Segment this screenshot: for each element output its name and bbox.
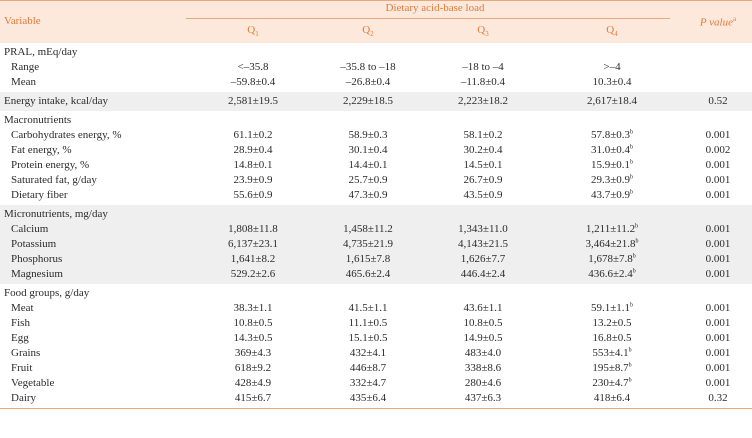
table-row [0,237,752,252]
cell-q4: 57.8±0.3$^b$ [590,129,634,141]
cell-q1: <–35.8 [237,61,269,73]
row-label: Carbohydrates energy, % [11,129,122,141]
table-row [0,222,752,237]
cell-q1: 1,641±8.2 [230,253,276,265]
table-bottom-rule [0,408,752,409]
cell-q4: 59.1±1.1$^b$ [590,302,634,314]
cell-q4: 16.8±0.5 [592,332,632,344]
row-label: Potassium [11,238,57,250]
footnote-marker: b [630,189,634,196]
cell-q4: >–4 [603,61,621,73]
cell-p-value: 0.001 [705,189,731,201]
cell-q4: 15.9±0.1$^b$ [590,159,634,171]
cell-q3: 446.4±2.4 [460,268,506,280]
footnote-marker: b [628,377,632,384]
section-pral [0,43,752,92]
cell-q4: 418±6.4 [593,392,631,404]
cell-q3: 4,143±21.5 [457,238,509,250]
cell-p-value: 0.001 [705,347,731,359]
cell-q3: 14.9±0.5 [463,332,503,344]
cell-q1: 618±9.2 [234,362,272,374]
cell-q3: –18 to –4 [462,61,504,73]
row-label: Range [11,61,40,73]
cell-p-value: 0.001 [705,174,731,186]
section-title: PRAL, mEq/day [4,46,78,58]
cell-q2: 332±4.7 [349,377,387,389]
table-row [0,376,752,391]
cell-q4: 553±4.1$^b$ [592,347,632,359]
cell-q1: 14.8±0.1 [233,159,273,171]
cell-q3: 43.6±1.1 [463,302,503,314]
row-label: Saturated fat, g/day [11,174,97,186]
table-row [0,94,752,109]
cell-q2: 432±4.1 [349,347,387,359]
cell-q2: –26.8±0.4 [345,76,391,88]
table-row [0,75,752,90]
cell-q1: 28.9±0.4 [233,144,273,156]
row-label: Energy intake, kcal/day [4,95,108,107]
cell-q4: 1,678±7.8$^b$ [588,253,636,265]
footnote-marker: b [630,302,634,309]
cell-q2: 2,229±18.5 [342,95,394,107]
table-row [0,60,752,75]
cell-q1: 14.3±0.5 [233,332,273,344]
cell-q2: 1,615±7.8 [345,253,391,265]
cell-q4: 436.6±2.4$^b$ [588,268,636,280]
row-label: Fish [11,317,30,329]
cell-q3: 338±8.6 [464,362,502,374]
cell-q4: 10.3±0.4 [592,76,632,88]
cell-q4: 3,464±21.8$^b$ [585,238,639,250]
section-macro [0,111,752,205]
cell-q2: 446±8.7 [349,362,387,374]
row-label: Magnesium [11,268,63,280]
cell-q2: 435±6.4 [349,392,387,404]
cell-q3: 2,223±18.2 [457,95,509,107]
footnote-marker: b [630,129,634,136]
footnote-marker: b [632,268,636,275]
cell-q2: 30.1±0.4 [348,144,388,156]
row-label: Meat [11,302,34,314]
section-title: Food groups, g/day [4,287,90,299]
cell-q3: 437±6.3 [464,392,502,404]
header-group-rule [186,18,670,19]
row-label: Fat energy, % [11,144,72,156]
cell-p-value: 0.001 [705,332,731,344]
cell-q2: 1,458±11.2 [343,223,393,235]
section-food [0,284,752,408]
row-label: Egg [11,332,29,344]
cell-p-value: 0.002 [705,144,731,156]
header-q2: $Q_2$ [362,24,374,39]
cell-p-value: 0.001 [705,317,731,329]
cell-q3: 280±4.6 [464,377,502,389]
section-header-row [0,286,752,301]
table-row [0,188,752,203]
cell-q3: –11.8±0.4 [460,76,506,88]
cell-q3: 58.1±0.2 [463,129,503,141]
table-row [0,391,752,406]
header-q3: $Q_3$ [477,24,489,39]
footnote-marker: b [628,347,632,354]
cell-q1: 369±4.3 [234,347,272,359]
cell-q4: 195±8.7$^b$ [592,362,632,374]
cell-p-value: 0.52 [708,95,728,107]
cell-q4: 13.2±0.5 [592,317,632,329]
footnote-marker: b [628,362,632,369]
cell-q1: 6,137±23.1 [227,238,279,250]
section-header-row [0,207,752,222]
cell-q2: 58.9±0.3 [348,129,388,141]
table-row [0,316,752,331]
table-header [0,1,752,43]
section-energy [0,92,752,111]
cell-q1: 415±6.7 [234,392,272,404]
cell-q3: 1,626±7.7 [460,253,506,265]
cell-q2: 47.3±0.9 [348,189,388,201]
cell-q4: 230±4.7$^b$ [592,377,632,389]
cell-q1: 529.2±2.6 [230,268,276,280]
row-label: Phosphorus [11,253,63,265]
header-q1: $Q_1$ [247,24,259,39]
table-row [0,173,752,188]
cell-q2: 11.1±0.5 [348,317,388,329]
row-label: Dairy [11,392,37,404]
table-row [0,361,752,376]
cell-q3: 43.5±0.9 [463,189,503,201]
section-title: Micronutrients, mg/day [4,208,108,220]
footnote-marker: b [630,174,634,181]
row-label: Fruit [11,362,33,374]
footnote-marker: b [630,144,634,151]
cell-p-value: 0.001 [705,223,731,235]
section-title: Macronutrients [4,114,72,126]
cell-q4: 43.7±0.9$^b$ [590,189,634,201]
cell-q4: 31.0±0.4$^b$ [590,144,634,156]
cell-q4: 29.3±0.9$^b$ [590,174,634,186]
cell-q1: 10.8±0.5 [233,317,273,329]
cell-q1: 1,808±11.8 [228,223,278,235]
cell-p-value: 0.001 [705,129,731,141]
table-row [0,252,752,267]
section-header-row [0,113,752,128]
cell-q1: 2,581±19.5 [227,95,279,107]
footnote-marker: b [632,253,636,260]
cell-q4: 1,211±11.2$^b$ [585,223,639,235]
header-q4: $Q_4$ [606,24,618,39]
cell-q1: 38.3±1.1 [233,302,273,314]
row-label: Grains [11,347,41,359]
cell-q2: 41.5±1.1 [348,302,388,314]
cell-p-value: 0.32 [708,392,728,404]
section-micro [0,205,752,284]
table-row [0,158,752,173]
table-row [0,143,752,158]
table-row [0,346,752,361]
header-dietary-load: Dietary acid-base load [385,2,485,14]
footnote-marker: b [635,238,639,245]
cell-p-value: 0.001 [705,159,731,171]
table-row [0,267,752,282]
row-label: Calcium [11,223,49,235]
cell-q2: 14.4±0.1 [348,159,388,171]
cell-q1: –59.8±0.4 [230,76,276,88]
header-variable: Variable [4,15,41,27]
cell-q1: 55.6±0.9 [233,189,273,201]
cell-p-value: 0.001 [705,377,731,389]
cell-q2: 4,735±21.9 [342,238,394,250]
row-label: Vegetable [11,377,55,389]
cell-q1: 61.1±0.2 [233,129,273,141]
header-p-value: P value$^a$ [699,15,737,29]
cell-q3: 1,343±11.0 [458,223,508,235]
cell-p-value: 0.001 [705,253,731,265]
cell-q4: 2,617±18.4 [586,95,638,107]
cell-q1: 23.9±0.9 [233,174,273,186]
row-label: Protein energy, % [11,159,90,171]
cell-q3: 26.7±0.9 [463,174,503,186]
cell-q3: 30.2±0.4 [463,144,503,156]
cell-q2: 25.7±0.9 [348,174,388,186]
cell-q3: 14.5±0.1 [463,159,503,171]
cell-q3: 483±4.0 [464,347,502,359]
cell-q2: 465.6±2.4 [345,268,391,280]
cell-p-value: 0.001 [705,362,731,374]
table-row [0,128,752,143]
cell-p-value: 0.001 [705,302,731,314]
footnote-marker: b [635,223,639,230]
table-row [0,331,752,346]
cell-q2: –35.8 to –18 [340,61,396,73]
cell-q2: 15.1±0.5 [348,332,388,344]
cell-p-value: 0.001 [705,268,731,280]
footnote-marker: b [630,159,634,166]
row-label: Dietary fiber [11,189,68,201]
table-row [0,301,752,316]
cell-p-value: 0.001 [705,238,731,250]
cell-q3: 10.8±0.5 [463,317,503,329]
row-label: Mean [11,76,37,88]
section-header-row [0,45,752,60]
cell-q1: 428±4.9 [234,377,272,389]
